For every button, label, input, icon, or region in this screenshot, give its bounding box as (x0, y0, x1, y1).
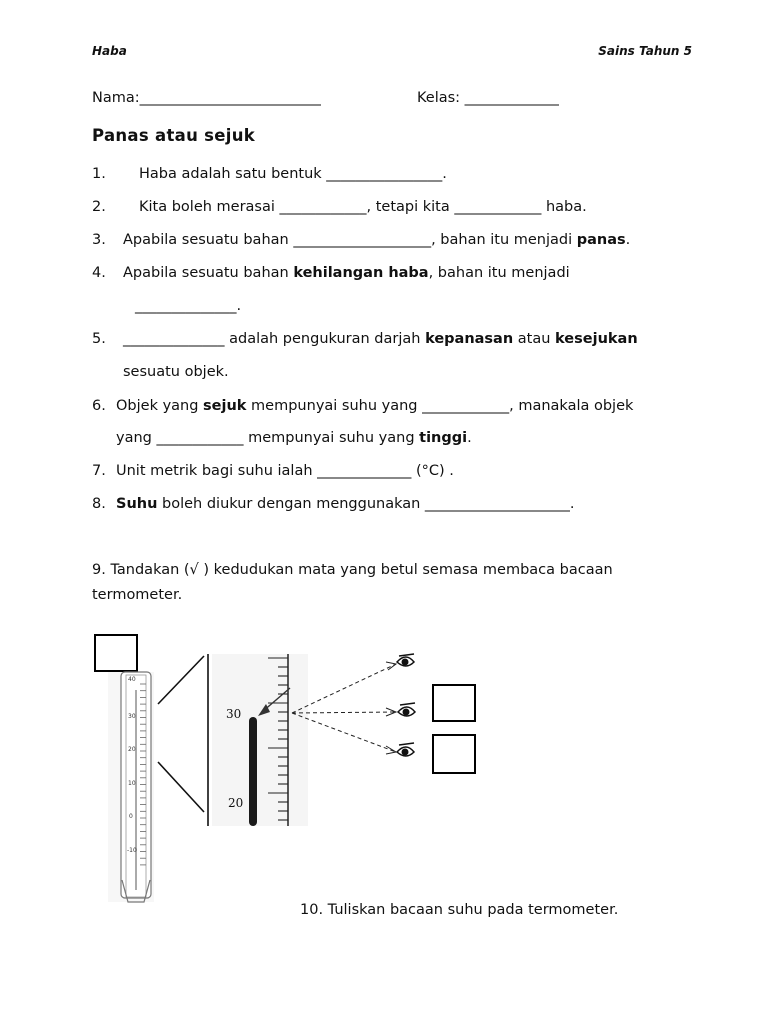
q5-keyword-1: kepanasan (425, 331, 514, 347)
q6-mid: mempunyai suhu yang ____________, manakala objek (246, 398, 634, 414)
name-blank[interactable]: _________________________ (139, 90, 321, 106)
q5-line2: sesuatu objek. (123, 364, 229, 380)
q6-pre: Objek yang (116, 398, 204, 414)
class-blank[interactable]: _____________ (464, 90, 559, 106)
q4-number: 4. (92, 265, 106, 281)
right-thermometer (212, 654, 308, 826)
q4-keyword: kehilangan haba (293, 265, 429, 281)
left-scale-minus10: -10 (127, 847, 137, 854)
q1-number: 1. (92, 166, 106, 182)
header-class: Sains Tahun 5 (598, 44, 692, 58)
q2-number: 2. (92, 199, 106, 215)
q5-number: 5. (92, 331, 106, 347)
q8-number: 8. (92, 496, 106, 512)
q4-pre: Apabila sesuatu bahan (123, 265, 294, 281)
eye-icon-bottom (397, 743, 414, 756)
q9-line1: 9. Tandakan (√ ) kedudukan mata yang betul semasa membaca bacaan (92, 562, 613, 578)
q6-number: 6. (92, 398, 106, 414)
left-thermometer (108, 672, 154, 902)
mercury-column (249, 717, 257, 826)
arrow-head-top (386, 662, 396, 670)
left-scale-30: 30 (128, 713, 136, 720)
q6-line2-pre: yang ____________ mempunyai suhu yang (116, 430, 420, 446)
header-subject: Haba (92, 44, 127, 58)
class-label: Kelas: (417, 90, 465, 106)
q5-mid: atau (513, 331, 556, 347)
q5-pre: ______________ adalah pengukuran darjah (123, 331, 426, 347)
q2-text: Kita boleh merasai ____________, tetapi kita ____________ haba. (139, 199, 587, 215)
left-scale-10: 10 (128, 780, 136, 787)
q3-keyword: panas (576, 232, 626, 248)
q5-keyword-2: kesejukan (555, 331, 638, 347)
q7-number: 7. (92, 463, 106, 479)
q1-text: Haba adalah satu bentuk ________________. (139, 166, 447, 182)
section-title: Panas atau sejuk (92, 126, 256, 145)
q6-line2-post: . (467, 430, 472, 446)
right-scale-30: 30 (226, 707, 242, 721)
frame-line-top (158, 656, 204, 704)
q3-number: 3. (92, 232, 106, 248)
q4-post: , bahan itu menjadi (428, 265, 570, 281)
q6-keyword-2: tinggi (419, 430, 468, 446)
eye-icon-middle (398, 703, 415, 716)
frame-line-bottom (158, 762, 204, 812)
q4-line2: ______________. (135, 298, 242, 314)
left-scale-0: 0 (129, 813, 133, 820)
right-scale-20: 20 (228, 796, 244, 810)
q10-text: 10. Tuliskan bacaan suhu pada termometer. (300, 902, 619, 918)
name-label: Nama: (92, 90, 140, 106)
q8-post: boleh diukur dengan menggunakan ____________________. (157, 496, 575, 512)
q7-text: Unit metrik bagi suhu ialah _____________ (°C) . (116, 463, 454, 479)
q8-keyword: Suhu (116, 496, 158, 512)
q3-pre: Apabila sesuatu bahan ___________________, bahan itu menjadi (123, 232, 577, 248)
eye-icon-top (397, 654, 414, 666)
left-scale-20: 20 (128, 746, 136, 753)
q3-post: . (625, 232, 631, 248)
left-scale-40: 40 (128, 676, 136, 683)
q6-keyword-1: sejuk (203, 398, 247, 414)
q9-line2: termometer. (92, 587, 183, 603)
